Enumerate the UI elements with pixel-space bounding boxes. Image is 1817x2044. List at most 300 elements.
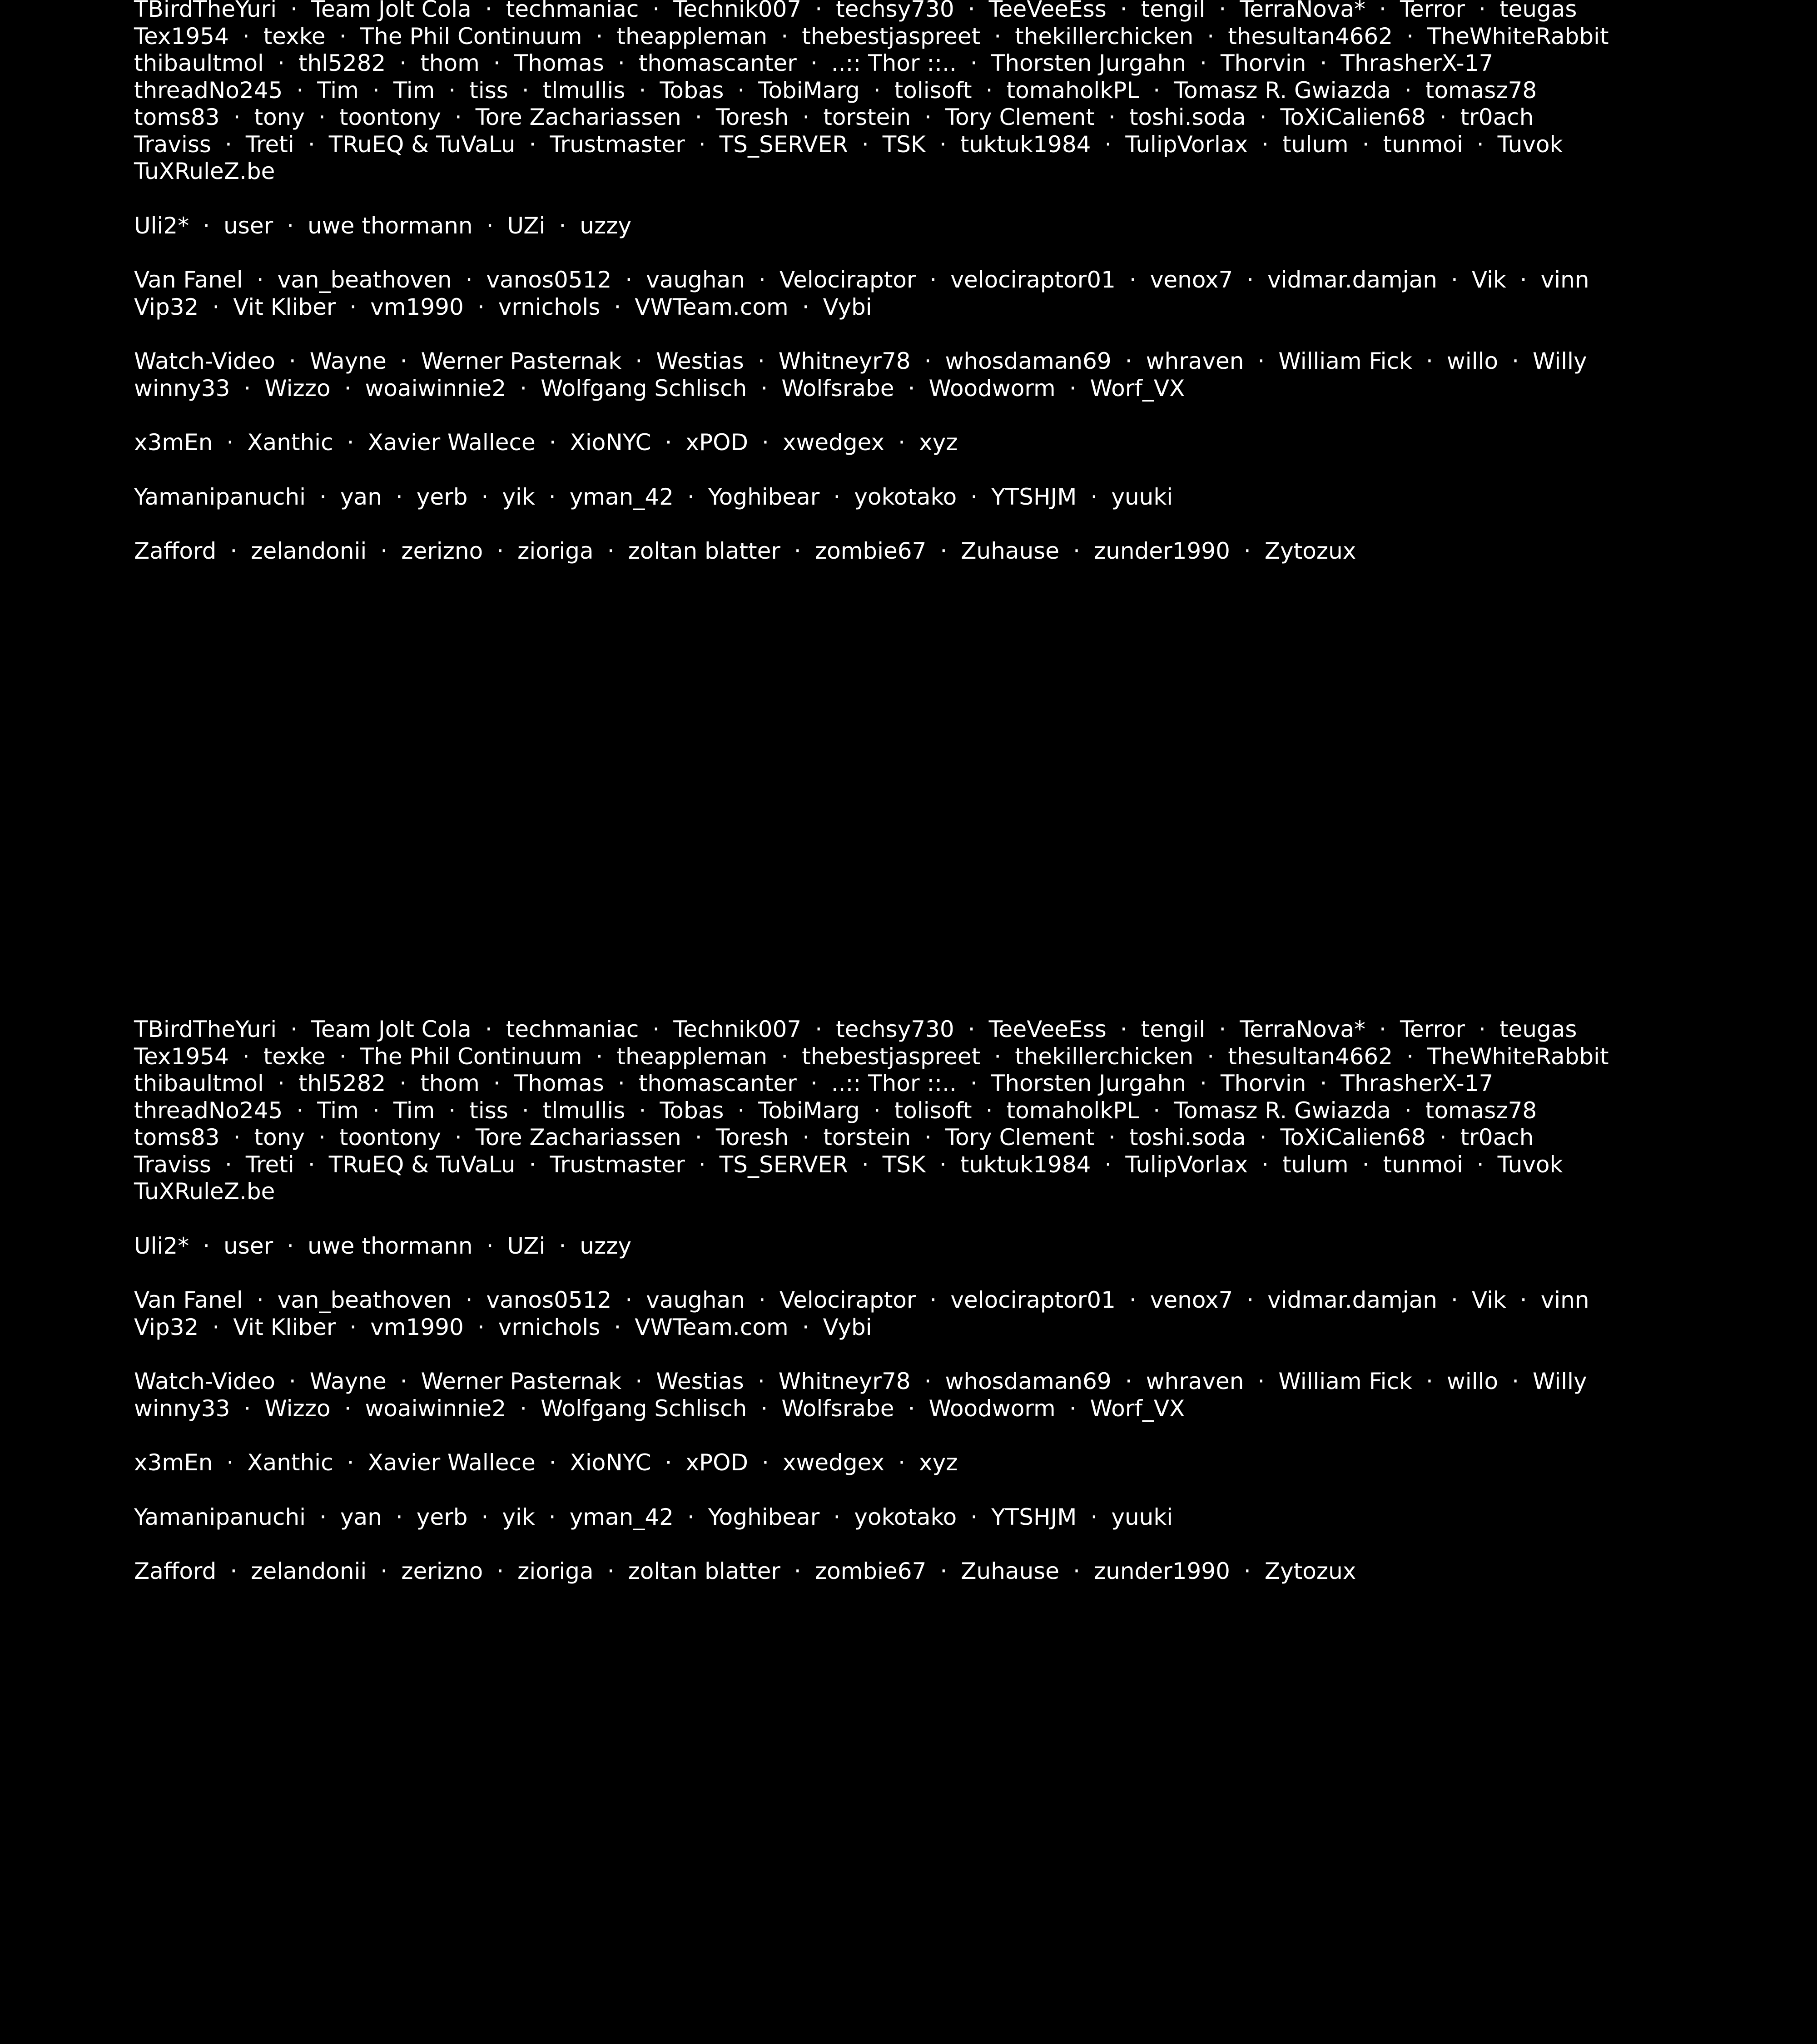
credits-name: ..:: Thor ::.. <box>831 50 957 76</box>
separator-dot: · <box>1090 1503 1098 1530</box>
credits-name: tunmoi <box>1383 131 1463 158</box>
separator-dot: · <box>1362 1151 1370 1178</box>
separator-dot: · <box>1120 0 1127 22</box>
credits-name: thebestjaspreet <box>802 23 981 50</box>
separator-dot: · <box>318 104 326 130</box>
separator-dot: · <box>349 1314 357 1340</box>
credits-name: Terror <box>1400 0 1465 22</box>
credits-name: techmaniac <box>506 1016 639 1042</box>
credits-name: Wizzo <box>264 375 331 402</box>
separator-dot: · <box>486 212 494 239</box>
separator-dot: · <box>1379 0 1386 22</box>
credits-name: thibaultmol <box>134 50 264 76</box>
credits-name: thomascanter <box>638 50 797 76</box>
separator-dot: · <box>308 1151 315 1178</box>
separator-dot: · <box>802 104 810 130</box>
credits-name: TobiMarg <box>758 77 860 104</box>
credits-name: Yoghibear <box>708 1503 820 1530</box>
separator-dot: · <box>924 104 932 130</box>
credits-name: zerizno <box>401 1558 483 1584</box>
credits-name: YTSHJM <box>991 1503 1077 1530</box>
separator-dot: · <box>802 293 809 320</box>
separator-dot: · <box>1243 538 1251 564</box>
separator-dot: · <box>1125 348 1132 374</box>
credits-name: TS_SERVER <box>719 1151 848 1178</box>
separator-dot: · <box>529 1151 536 1178</box>
separator-dot: · <box>861 131 869 158</box>
credits-name: techsy730 <box>836 0 954 22</box>
separator-dot: · <box>496 538 504 564</box>
credits-name: Wolfsrabe <box>781 375 894 402</box>
credits-line <box>134 1070 1724 1097</box>
credits-name: Tim <box>317 77 359 104</box>
credits-name: William Fick <box>1278 1368 1412 1394</box>
separator-dot: · <box>758 267 766 293</box>
credits-name: Toresh <box>715 104 789 130</box>
credits-name: tulum <box>1282 131 1349 158</box>
separator-dot: · <box>485 1016 492 1042</box>
separator-dot: · <box>614 293 621 320</box>
credits-name: tengil <box>1141 1016 1206 1042</box>
separator-dot: · <box>1153 1097 1161 1124</box>
credits-name: yman_42 <box>569 1503 674 1530</box>
credits-name: tengil <box>1141 0 1206 22</box>
credits-name: Zytozux <box>1264 538 1356 564</box>
credits-name: yik <box>502 483 535 510</box>
credits-name: Wayne <box>309 1368 387 1394</box>
separator-dot: · <box>802 1124 810 1151</box>
credits-name: uwe thormann <box>308 1232 473 1259</box>
separator-dot: · <box>1519 1287 1527 1313</box>
credits-name: TBirdTheYuri <box>134 0 277 22</box>
credits-name: zombie67 <box>814 538 927 564</box>
separator-dot: · <box>757 348 765 374</box>
credits-name: texke <box>263 1043 326 1070</box>
credits-name: vanos0512 <box>486 1287 612 1313</box>
separator-dot: · <box>939 131 947 158</box>
credits-name: Xavier Wallece <box>367 429 536 456</box>
credits-name: techsy730 <box>836 1016 954 1042</box>
credits-name: The Phil Continuum <box>360 1043 582 1070</box>
credits-name: Tomasz R. Gwiazda <box>1174 1097 1391 1124</box>
separator-dot: · <box>1404 77 1412 104</box>
credits-name: Thorsten Jurgahn <box>991 50 1187 76</box>
credits-name: Vit Kliber <box>233 1314 336 1340</box>
separator-dot: · <box>924 348 932 374</box>
credits-paragraph-1 <box>134 1233 1724 1260</box>
credits-name: velociraptor01 <box>950 1287 1116 1313</box>
credits-name: thl5282 <box>298 50 386 76</box>
credits-name: tomasz78 <box>1425 77 1537 104</box>
credits-name: yerb <box>416 483 468 510</box>
separator-dot: · <box>1207 1043 1215 1070</box>
separator-dot: · <box>1246 267 1254 293</box>
separator-dot: · <box>308 131 315 158</box>
credits-name: user <box>223 1232 273 1259</box>
separator-dot: · <box>477 1314 485 1340</box>
separator-dot: · <box>614 1314 621 1340</box>
separator-dot: · <box>639 77 646 104</box>
credits-name: xwedgex <box>782 429 885 456</box>
separator-dot: · <box>277 50 285 76</box>
credits-paragraph-0 <box>134 1016 1724 1206</box>
separator-dot: · <box>287 1232 294 1259</box>
credits-name: Vybi <box>823 1314 872 1340</box>
credits-name: whosdaman69 <box>945 348 1112 374</box>
separator-dot: · <box>994 1043 1002 1070</box>
separator-dot: · <box>794 1558 801 1584</box>
credits-paragraph-4 <box>134 1449 1724 1477</box>
credits-name: tlmullis <box>542 1097 626 1124</box>
credits-name: thebestjaspreet <box>802 1043 981 1070</box>
credits-name: Toresh <box>715 1124 789 1151</box>
separator-dot: · <box>1479 1016 1486 1042</box>
credits-name: thesultan4662 <box>1228 1043 1393 1070</box>
credits-name: thesultan4662 <box>1228 23 1393 50</box>
separator-dot: · <box>465 267 473 293</box>
separator-dot: · <box>520 375 527 402</box>
credits-name: thekillerchicken <box>1015 23 1194 50</box>
separator-dot: · <box>233 1124 241 1151</box>
credits-name: Technik007 <box>673 1016 802 1042</box>
separator-dot: · <box>256 1287 264 1313</box>
credits-name: Westias <box>656 1368 744 1394</box>
credits-name: Tory Clement <box>945 104 1095 130</box>
separator-dot: · <box>639 1097 646 1124</box>
separator-dot: · <box>1450 1287 1458 1313</box>
separator-dot: · <box>1104 1151 1112 1178</box>
credits-line <box>134 429 1724 456</box>
credits-name: tiss <box>469 1097 508 1124</box>
separator-dot: · <box>1108 1124 1116 1151</box>
separator-dot: · <box>1073 538 1080 564</box>
credits-block-1 <box>134 0 1724 592</box>
credits-name: tunmoi <box>1383 1151 1463 1178</box>
separator-dot: · <box>1257 1368 1265 1394</box>
credits-name: zelandonii <box>251 538 367 564</box>
credits-name: TSK <box>882 1151 926 1178</box>
credits-name: TheWhiteRabbit <box>1427 1043 1609 1070</box>
credits-name: Team Jolt Cola <box>311 1016 472 1042</box>
credits-line <box>134 1178 1724 1206</box>
credits-name: teugas <box>1499 1016 1577 1042</box>
credits-name: TobiMarg <box>758 1097 860 1124</box>
credits-name: zunder1990 <box>1093 1558 1230 1584</box>
separator-dot: · <box>794 538 801 564</box>
separator-dot: · <box>985 77 993 104</box>
credits-line <box>134 1151 1724 1179</box>
credits-name: xyz <box>919 1449 958 1476</box>
separator-dot: · <box>372 1097 380 1124</box>
credits-name: Vip32 <box>134 293 199 320</box>
credits-name: tolisoft <box>894 1097 972 1124</box>
credits-name: Tore Zachariassen <box>475 104 681 130</box>
separator-dot: · <box>625 1287 633 1313</box>
credits-name: Werner Pasternak <box>421 1368 622 1394</box>
separator-dot: · <box>347 429 354 456</box>
credits-name: YTSHJM <box>991 483 1077 510</box>
separator-dot: · <box>695 104 702 130</box>
separator-dot: · <box>625 267 633 293</box>
credits-name: Zafford <box>134 1558 217 1584</box>
separator-dot: · <box>698 131 706 158</box>
credits-name: whraven <box>1146 348 1244 374</box>
credits-name: thekillerchicken <box>1015 1043 1194 1070</box>
credits-name: Vip32 <box>134 1314 199 1340</box>
credits-name: willo <box>1446 1368 1499 1394</box>
credits-name: yan <box>340 1503 382 1530</box>
separator-dot: · <box>781 23 789 50</box>
credits-name: William Fick <box>1278 348 1412 374</box>
separator-dot: · <box>940 1558 948 1584</box>
separator-dot: · <box>1261 1151 1269 1178</box>
separator-dot: · <box>1200 50 1207 76</box>
separator-dot: · <box>652 0 660 22</box>
separator-dot: · <box>230 538 238 564</box>
credits-name: Tim <box>393 1097 435 1124</box>
separator-dot: · <box>1125 1368 1132 1394</box>
credits-paragraph-2 <box>134 1287 1724 1341</box>
credits-paragraph-3 <box>134 348 1724 402</box>
credits-name: Traviss <box>134 131 211 158</box>
separator-dot: · <box>698 1151 706 1178</box>
separator-dot: · <box>496 1558 504 1584</box>
credits-name: tulum <box>1282 1151 1349 1178</box>
credits-line <box>134 267 1724 294</box>
separator-dot: · <box>596 23 603 50</box>
credits-name: vm1990 <box>370 1314 464 1340</box>
separator-dot: · <box>242 1043 250 1070</box>
credits-name: velociraptor01 <box>950 267 1116 293</box>
separator-dot: · <box>1259 1124 1267 1151</box>
credits-name: zelandonii <box>251 1558 367 1584</box>
separator-dot: · <box>1439 104 1447 130</box>
separator-dot: · <box>994 23 1002 50</box>
separator-dot: · <box>898 429 906 456</box>
credits-name: Tim <box>393 77 435 104</box>
separator-dot: · <box>318 1124 326 1151</box>
separator-dot: · <box>1200 1070 1207 1096</box>
credits-name: techmaniac <box>506 0 639 22</box>
credits-name: toontony <box>339 104 441 130</box>
credits-name: Woodworm <box>928 1395 1056 1422</box>
credits-name: Xanthic <box>247 1449 333 1476</box>
separator-dot: · <box>1426 348 1433 374</box>
credits-name: Van Fanel <box>134 1287 243 1313</box>
credits-name: Westias <box>656 348 744 374</box>
separator-dot: · <box>486 1232 494 1259</box>
credits-name: TSK <box>882 131 926 158</box>
separator-dot: · <box>815 0 823 22</box>
credits-name: Wolfgang Schlisch <box>541 375 747 402</box>
credits-name: Thorvin <box>1220 50 1306 76</box>
separator-dot: · <box>1512 348 1519 374</box>
separator-dot: · <box>454 104 462 130</box>
credits-name: ToXiCalien68 <box>1280 104 1426 130</box>
separator-dot: · <box>815 1016 823 1042</box>
credits-name: tuktuk1984 <box>960 1151 1091 1178</box>
credits-name: Tim <box>317 1097 359 1124</box>
credits-name: TuXRuleZ.be <box>134 158 275 184</box>
credits-name: thomascanter <box>638 1070 797 1096</box>
credits-name: Werner Pasternak <box>421 348 622 374</box>
credits-name: Tex1954 <box>134 1043 229 1070</box>
separator-dot: · <box>1406 1043 1414 1070</box>
credits-paragraph-5 <box>134 1504 1724 1531</box>
separator-dot: · <box>617 50 625 76</box>
credits-name: vanos0512 <box>486 267 612 293</box>
separator-dot: · <box>399 50 407 76</box>
credits-name: user <box>223 212 273 239</box>
credits-line <box>134 348 1724 375</box>
credits-name: TulipVorlax <box>1125 131 1248 158</box>
credits-name: texke <box>263 23 326 50</box>
credits-line <box>134 1016 1724 1043</box>
credits-name: toms83 <box>134 1124 220 1151</box>
separator-dot: · <box>548 483 556 510</box>
credits-line <box>134 213 1724 240</box>
credits-name: xyz <box>919 429 958 456</box>
credits-name: tr0ach <box>1460 104 1534 130</box>
credits-name: Trustmaster <box>550 131 685 158</box>
separator-dot: · <box>520 1395 527 1422</box>
separator-dot: · <box>1439 1124 1447 1151</box>
credits-line <box>134 1043 1724 1071</box>
separator-dot: · <box>924 1124 932 1151</box>
separator-dot: · <box>985 1097 993 1124</box>
separator-dot: · <box>339 23 347 50</box>
credits-name: Worf_VX <box>1090 375 1185 402</box>
separator-dot: · <box>1153 77 1161 104</box>
credits-name: Whitneyr78 <box>778 1368 911 1394</box>
separator-dot: · <box>898 1449 906 1476</box>
credits-name: ToXiCalien68 <box>1280 1124 1426 1151</box>
separator-dot: · <box>940 538 948 564</box>
credits-line <box>134 1233 1724 1260</box>
separator-dot: · <box>559 1232 566 1259</box>
credits-paragraph-3 <box>134 1368 1724 1422</box>
credits-name: TeeVeeEss <box>988 0 1107 22</box>
credits-name: TRuEQ & TuVaLu <box>328 1151 516 1178</box>
separator-dot: · <box>242 23 250 50</box>
credits-name: Tex1954 <box>134 23 229 50</box>
credits-name: Willy <box>1532 1368 1587 1394</box>
credits-paragraph-5 <box>134 484 1724 511</box>
credits-name: winny33 <box>134 375 230 402</box>
credits-block-2 <box>134 1016 1724 1612</box>
separator-dot: · <box>1219 1016 1226 1042</box>
credits-paragraph-6 <box>134 538 1724 565</box>
credits-name: vidmar.damjan <box>1267 1287 1437 1313</box>
separator-dot: · <box>810 50 818 76</box>
separator-dot: · <box>344 1395 352 1422</box>
credits-name: Wizzo <box>264 1395 331 1422</box>
credits-paragraph-1 <box>134 213 1724 240</box>
separator-dot: · <box>212 1314 220 1340</box>
credits-name: vidmar.damjan <box>1267 267 1437 293</box>
credits-name: Tuvok <box>1497 1151 1563 1178</box>
separator-dot: · <box>493 50 501 76</box>
credits-name: Tore Zachariassen <box>475 1124 681 1151</box>
credits-name: TheWhiteRabbit <box>1427 23 1609 50</box>
credits-name: vinn <box>1540 1287 1589 1313</box>
credits-name: venox7 <box>1150 267 1233 293</box>
separator-dot: · <box>1320 1070 1327 1096</box>
credits-name: Uli2* <box>134 1232 189 1259</box>
credits-name: zoltan blatter <box>628 538 780 564</box>
credits-name: Zytozux <box>1264 1558 1356 1584</box>
credits-name: Woodworm <box>928 375 1056 402</box>
credits-name: TulipVorlax <box>1125 1151 1248 1178</box>
separator-dot: · <box>349 293 357 320</box>
separator-dot: · <box>485 0 492 22</box>
credits-name: TerraNova* <box>1240 0 1366 22</box>
credits-name: van_beathoven <box>277 267 452 293</box>
credits-name: Vik <box>1471 1287 1506 1313</box>
credits-name: Xavier Wallece <box>367 1449 536 1476</box>
separator-dot: · <box>319 483 327 510</box>
credits-line <box>134 77 1724 104</box>
credits-line <box>134 1449 1724 1477</box>
credits-name: yan <box>340 483 382 510</box>
credits-name: thl5282 <box>298 1070 386 1096</box>
credits-name: xwedgex <box>782 1449 885 1476</box>
separator-dot: · <box>549 1449 556 1476</box>
credits-name: Zafford <box>134 538 217 564</box>
separator-dot: · <box>400 348 407 374</box>
separator-dot: · <box>939 1151 947 1178</box>
credits-name: zunder1990 <box>1093 538 1230 564</box>
credits-name: TerraNova* <box>1240 1016 1366 1042</box>
credits-name: toontony <box>339 1124 441 1151</box>
separator-dot: · <box>277 1070 285 1096</box>
separator-dot: · <box>760 375 768 402</box>
credits-name: theappleman <box>616 23 768 50</box>
credits-name: uzzy <box>580 1232 632 1259</box>
credits-line <box>134 375 1724 402</box>
credits-name: Tobas <box>660 1097 724 1124</box>
credits-name: thibaultmol <box>134 1070 264 1096</box>
separator-dot: · <box>481 483 489 510</box>
credits-paragraph-6 <box>134 1558 1724 1585</box>
credits-name: van_beathoven <box>277 1287 452 1313</box>
separator-dot: · <box>635 1368 643 1394</box>
credits-name: Yoghibear <box>708 483 820 510</box>
separator-dot: · <box>1108 104 1116 130</box>
separator-dot: · <box>290 1016 298 1042</box>
credits-name: toshi.soda <box>1129 1124 1246 1151</box>
separator-dot: · <box>596 1043 603 1070</box>
separator-dot: · <box>224 131 232 158</box>
separator-dot: · <box>477 293 485 320</box>
credits-line <box>134 158 1724 185</box>
credits-name: threadNo245 <box>134 1097 283 1124</box>
separator-dot: · <box>1479 0 1486 22</box>
credits-name: VWTeam.com <box>635 1314 789 1340</box>
separator-dot: · <box>970 1070 978 1096</box>
separator-dot: · <box>549 429 556 456</box>
credits-name: zioriga <box>517 538 594 564</box>
credits-name: teugas <box>1499 0 1577 22</box>
separator-dot: · <box>448 77 456 104</box>
separator-dot: · <box>319 1503 327 1530</box>
credits-line <box>134 1368 1724 1395</box>
credits-name: whosdaman69 <box>945 1368 1112 1394</box>
credits-name: vm1990 <box>370 293 464 320</box>
credits-name: zerizno <box>401 538 483 564</box>
credits-name: Wayne <box>309 348 387 374</box>
separator-dot: · <box>203 1232 210 1259</box>
